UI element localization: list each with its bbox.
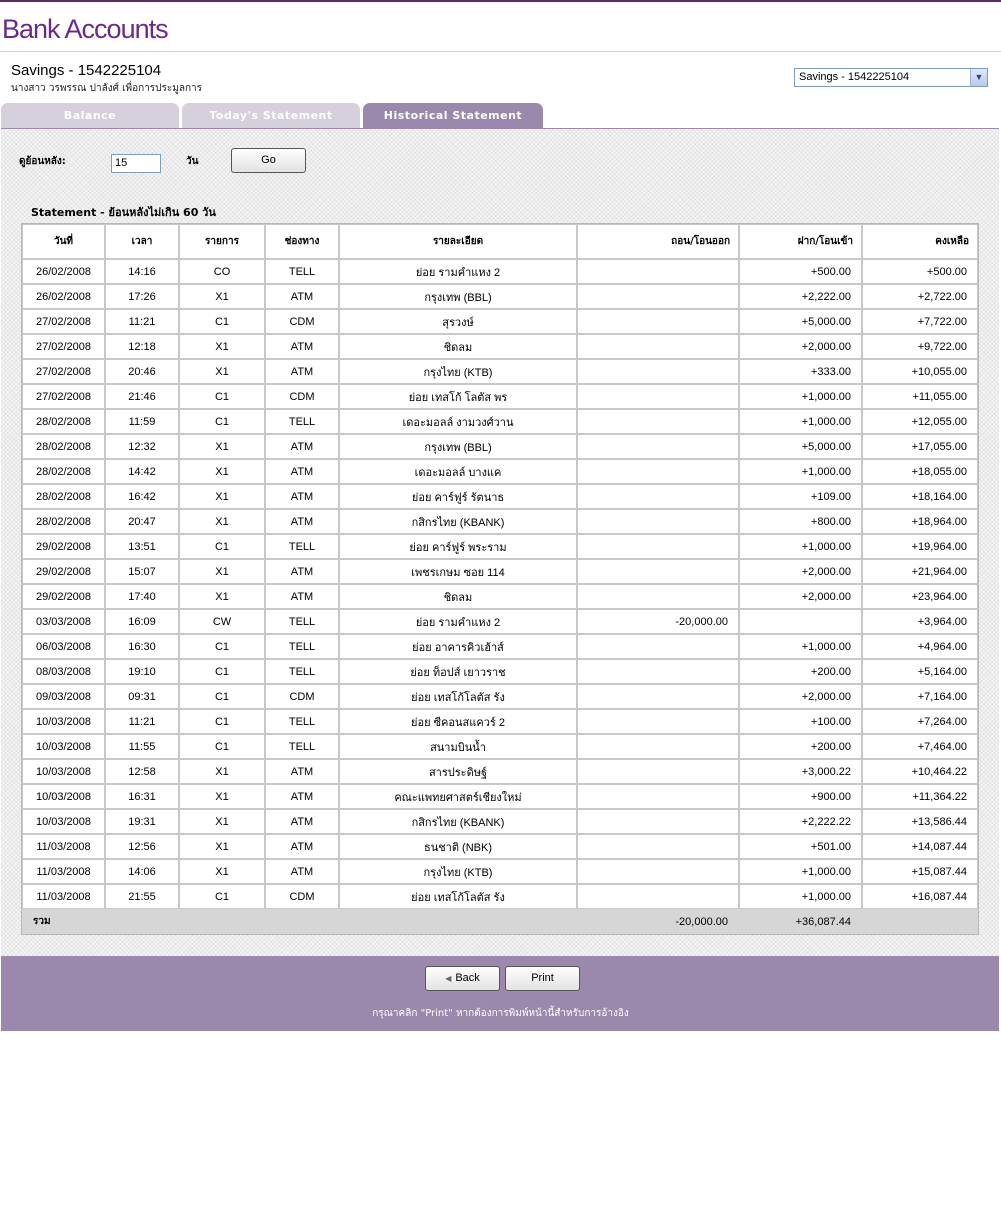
cell-date: 06/03/2008 xyxy=(22,634,105,659)
cell-type: X1 xyxy=(179,459,265,484)
cell-time: 11:21 xyxy=(105,309,179,334)
cell-type: C1 xyxy=(179,534,265,559)
cell-deposit: +1,000.00 xyxy=(739,534,862,559)
cell-channel: ATM xyxy=(265,434,339,459)
cell-date: 09/03/2008 xyxy=(22,684,105,709)
cell-channel: TELL xyxy=(265,409,339,434)
cell-date: 28/02/2008 xyxy=(22,434,105,459)
cell-time: 11:59 xyxy=(105,409,179,434)
cell-deposit: +2,000.00 xyxy=(739,559,862,584)
col-type: รายการ xyxy=(179,224,265,259)
total-withdraw: -20,000.00 xyxy=(577,909,739,934)
cell-deposit: +1,000.00 xyxy=(739,884,862,909)
account-name: Savings - 1542225104 xyxy=(11,62,162,79)
cell-detail: ชิดลม xyxy=(339,584,577,609)
print-button[interactable]: Print xyxy=(505,966,580,991)
cell-withdraw xyxy=(577,784,739,809)
cell-channel: ATM xyxy=(265,859,339,884)
cell-date: 27/02/2008 xyxy=(22,384,105,409)
cell-balance: +7,164.00 xyxy=(862,684,978,709)
table-row xyxy=(22,659,978,684)
table-row xyxy=(22,759,978,784)
cell-withdraw xyxy=(577,684,739,709)
cell-type: X1 xyxy=(179,834,265,859)
cell-balance: +10,464.22 xyxy=(862,759,978,784)
cell-date: 11/03/2008 xyxy=(22,834,105,859)
cell-type: C1 xyxy=(179,709,265,734)
cell-deposit: +501.00 xyxy=(739,834,862,859)
cell-withdraw xyxy=(577,759,739,784)
table-row xyxy=(22,609,978,634)
cell-time: 14:06 xyxy=(105,859,179,884)
cell-type: X1 xyxy=(179,584,265,609)
total-row xyxy=(22,909,978,934)
table-row xyxy=(22,359,978,384)
cell-channel: ATM xyxy=(265,509,339,534)
cell-balance: +12,055.00 xyxy=(862,409,978,434)
cell-type: C1 xyxy=(179,884,265,909)
table-row xyxy=(22,834,978,859)
cell-time: 13:51 xyxy=(105,534,179,559)
cell-date: 10/03/2008 xyxy=(22,709,105,734)
cell-detail: กรุงไทย (KTB) xyxy=(339,859,577,884)
top-border xyxy=(0,0,1001,2)
cell-balance: +11,364.22 xyxy=(862,784,978,809)
table-row xyxy=(22,809,978,834)
table-row xyxy=(22,284,978,309)
cell-detail: สนามบินน้ำ xyxy=(339,734,577,759)
cell-time: 16:30 xyxy=(105,634,179,659)
cell-time: 16:09 xyxy=(105,609,179,634)
cell-withdraw xyxy=(577,834,739,859)
cell-time: 17:26 xyxy=(105,284,179,309)
table-row xyxy=(22,484,978,509)
table-row xyxy=(22,309,978,334)
cell-channel: CDM xyxy=(265,309,339,334)
cell-date: 26/02/2008 xyxy=(22,284,105,309)
cell-detail: ย่อย คาร์ฟูร์ พระราม xyxy=(339,534,577,559)
cell-withdraw xyxy=(577,259,739,284)
cell-type: C1 xyxy=(179,309,265,334)
cell-withdraw xyxy=(577,509,739,534)
cell-time: 12:32 xyxy=(105,434,179,459)
statement-rows xyxy=(22,259,978,909)
cell-withdraw xyxy=(577,434,739,459)
cell-balance: +9,722.00 xyxy=(862,334,978,359)
cell-time: 20:47 xyxy=(105,509,179,534)
cell-balance: +13,586.44 xyxy=(862,809,978,834)
cell-deposit: +500.00 xyxy=(739,259,862,284)
cell-deposit: +2,000.00 xyxy=(739,334,862,359)
table-row xyxy=(22,884,978,909)
cell-date: 28/02/2008 xyxy=(22,484,105,509)
print-note: กรุณาคลิก "Print" หากต้องการพิมพ์หน้านี้สำหรับการอ้างอิง xyxy=(372,1008,629,1019)
total-balance xyxy=(862,909,978,934)
cell-deposit: +1,000.00 xyxy=(739,409,862,434)
cell-deposit xyxy=(739,609,862,634)
account-owner: นางสาว วรพรรณ ปาลังศ์ เพื่อการประมูลการ xyxy=(11,83,203,94)
cell-withdraw xyxy=(577,309,739,334)
cell-withdraw xyxy=(577,409,739,434)
cell-detail: สารประดิษฐ์ xyxy=(339,759,577,784)
cell-balance: +21,964.00 xyxy=(862,559,978,584)
page-title: Bank Accounts xyxy=(2,14,168,44)
cell-detail: ชิดลม xyxy=(339,334,577,359)
cell-type: X1 xyxy=(179,509,265,534)
cell-balance: +7,464.00 xyxy=(862,734,978,759)
cell-balance: +17,055.00 xyxy=(862,434,978,459)
cell-withdraw xyxy=(577,884,739,909)
cell-time: 19:10 xyxy=(105,659,179,684)
statement-caption: Statement - ย้อนหลังไม่เกิน 60 วัน xyxy=(31,206,216,219)
statement-table xyxy=(21,223,979,935)
cell-deposit: +2,222.22 xyxy=(739,809,862,834)
cell-withdraw xyxy=(577,484,739,509)
cell-time: 14:42 xyxy=(105,459,179,484)
cell-withdraw xyxy=(577,734,739,759)
cell-channel: ATM xyxy=(265,809,339,834)
filter-label: ดูย้อนหลัง: xyxy=(19,156,66,167)
cell-channel: TELL xyxy=(265,709,339,734)
cell-type: CO xyxy=(179,259,265,284)
cell-detail: ย่อย รามคำแหง 2 xyxy=(339,259,577,284)
cell-type: CW xyxy=(179,609,265,634)
col-detail: รายละเอียด xyxy=(339,224,577,259)
cell-type: X1 xyxy=(179,484,265,509)
cell-deposit: +200.00 xyxy=(739,659,862,684)
col-time: เวลา xyxy=(105,224,179,259)
col-balance: คงเหลือ xyxy=(862,224,978,259)
cell-deposit: +900.00 xyxy=(739,784,862,809)
cell-withdraw xyxy=(577,809,739,834)
cell-balance: +2,722.00 xyxy=(862,284,978,309)
cell-channel: ATM xyxy=(265,834,339,859)
cell-detail: ย่อย รามคำแหง 2 xyxy=(339,609,577,634)
cell-type: C1 xyxy=(179,684,265,709)
cell-withdraw xyxy=(577,709,739,734)
cell-date: 27/02/2008 xyxy=(22,334,105,359)
table-header-row xyxy=(22,224,978,259)
statement-tabs xyxy=(0,103,1001,128)
table-row xyxy=(22,434,978,459)
cell-withdraw xyxy=(577,634,739,659)
cell-channel: TELL xyxy=(265,259,339,284)
cell-balance: +19,964.00 xyxy=(862,534,978,559)
cell-channel: TELL xyxy=(265,659,339,684)
cell-channel: TELL xyxy=(265,634,339,659)
cell-type: C1 xyxy=(179,634,265,659)
cell-channel: ATM xyxy=(265,459,339,484)
cell-type: X1 xyxy=(179,359,265,384)
cell-deposit: +333.00 xyxy=(739,359,862,384)
table-row xyxy=(22,259,978,284)
cell-type: C1 xyxy=(179,659,265,684)
cell-detail: ย่อย ซีคอนสแควร์ 2 xyxy=(339,709,577,734)
cell-deposit: +1,000.00 xyxy=(739,384,862,409)
tab-todays-statement[interactable]: Today's Statement xyxy=(182,103,360,128)
cell-time: 09:31 xyxy=(105,684,179,709)
cell-detail: คณะแพทยศาสตร์เชียงใหม่ xyxy=(339,784,577,809)
cell-deposit: +2,222.00 xyxy=(739,284,862,309)
cell-channel: ATM xyxy=(265,784,339,809)
cell-balance: +500.00 xyxy=(862,259,978,284)
cell-type: X1 xyxy=(179,334,265,359)
cell-time: 12:58 xyxy=(105,759,179,784)
cell-balance: +7,722.00 xyxy=(862,309,978,334)
col-date: วันที่ xyxy=(22,224,105,259)
cell-withdraw xyxy=(577,384,739,409)
cell-balance: +7,264.00 xyxy=(862,709,978,734)
cell-type: X1 xyxy=(179,859,265,884)
col-channel: ช่องทาง xyxy=(265,224,339,259)
table-row xyxy=(22,734,978,759)
cell-channel: CDM xyxy=(265,884,339,909)
cell-type: C1 xyxy=(179,734,265,759)
cell-date: 10/03/2008 xyxy=(22,784,105,809)
cell-date: 29/02/2008 xyxy=(22,559,105,584)
col-deposit: ฝาก/โอนเข้า xyxy=(739,224,862,259)
cell-deposit: +3,000.22 xyxy=(739,759,862,784)
table-row xyxy=(22,684,978,709)
cell-channel: ATM xyxy=(265,484,339,509)
cell-time: 14:16 xyxy=(105,259,179,284)
cell-time: 20:46 xyxy=(105,359,179,384)
cell-balance: +18,964.00 xyxy=(862,509,978,534)
cell-withdraw xyxy=(577,359,739,384)
total-deposit: +36,087.44 xyxy=(739,909,862,934)
cell-channel: ATM xyxy=(265,334,339,359)
cell-balance: +18,164.00 xyxy=(862,484,978,509)
cell-time: 16:42 xyxy=(105,484,179,509)
cell-detail: ย่อย ท็อปส์ เยาวราช xyxy=(339,659,577,684)
total-label: รวม xyxy=(22,909,577,934)
cell-time: 21:55 xyxy=(105,884,179,909)
days-input[interactable]: 15 xyxy=(111,154,161,173)
table-row xyxy=(22,459,978,484)
cell-date: 08/03/2008 xyxy=(22,659,105,684)
cell-type: X1 xyxy=(179,284,265,309)
table-row xyxy=(22,334,978,359)
cell-channel: ATM xyxy=(265,559,339,584)
chevron-down-icon[interactable]: ▼ xyxy=(970,69,987,86)
cell-withdraw xyxy=(577,859,739,884)
cell-balance: +16,087.44 xyxy=(862,884,978,909)
cell-date: 28/02/2008 xyxy=(22,509,105,534)
table-row xyxy=(22,709,978,734)
cell-type: X1 xyxy=(179,784,265,809)
cell-type: C1 xyxy=(179,384,265,409)
cell-channel: TELL xyxy=(265,734,339,759)
table-row xyxy=(22,634,978,659)
cell-deposit: +1,000.00 xyxy=(739,859,862,884)
cell-channel: CDM xyxy=(265,684,339,709)
cell-date: 10/03/2008 xyxy=(22,759,105,784)
cell-detail: กรุงเทพ (BBL) xyxy=(339,284,577,309)
cell-date: 11/03/2008 xyxy=(22,859,105,884)
cell-type: X1 xyxy=(179,759,265,784)
tab-balance[interactable]: Balance xyxy=(1,103,179,128)
cell-time: 11:55 xyxy=(105,734,179,759)
cell-balance: +5,164.00 xyxy=(862,659,978,684)
cell-deposit: +2,000.00 xyxy=(739,584,862,609)
go-button[interactable]: Go xyxy=(231,148,306,173)
cell-date: 29/02/2008 xyxy=(22,584,105,609)
cell-channel: TELL xyxy=(265,609,339,634)
cell-deposit: +2,000.00 xyxy=(739,684,862,709)
cell-date: 03/03/2008 xyxy=(22,609,105,634)
cell-date: 29/02/2008 xyxy=(22,534,105,559)
cell-detail: ย่อย เทสโก้ โลตัส พร xyxy=(339,384,577,409)
tab-historical-statement[interactable]: Historical Statement xyxy=(363,103,543,128)
cell-deposit: +109.00 xyxy=(739,484,862,509)
cell-detail: กสิกรไทย (KBANK) xyxy=(339,509,577,534)
cell-withdraw xyxy=(577,534,739,559)
cell-date: 11/03/2008 xyxy=(22,884,105,909)
cell-balance: +11,055.00 xyxy=(862,384,978,409)
cell-withdraw xyxy=(577,459,739,484)
cell-time: 17:40 xyxy=(105,584,179,609)
table-row xyxy=(22,559,978,584)
cell-detail: เดอะมอลล์ งามวงศ์วาน xyxy=(339,409,577,434)
cell-deposit: +200.00 xyxy=(739,734,862,759)
cell-time: 12:56 xyxy=(105,834,179,859)
cell-deposit: +5,000.00 xyxy=(739,309,862,334)
cell-time: 11:21 xyxy=(105,709,179,734)
cell-time: 21:46 xyxy=(105,384,179,409)
cell-deposit: +1,000.00 xyxy=(739,459,862,484)
cell-withdraw xyxy=(577,559,739,584)
cell-detail: ย่อย อาคารคิวเฮ้าส์ xyxy=(339,634,577,659)
cell-detail: เดอะมอลล์ บางแค xyxy=(339,459,577,484)
cell-date: 26/02/2008 xyxy=(22,259,105,284)
cell-deposit: +800.00 xyxy=(739,509,862,534)
cell-type: X1 xyxy=(179,809,265,834)
cell-balance: +3,964.00 xyxy=(862,609,978,634)
cell-detail: สุรวงษ์ xyxy=(339,309,577,334)
cell-channel: ATM xyxy=(265,284,339,309)
col-withdraw: ถอน/โอนออก xyxy=(577,224,739,259)
cell-withdraw: -20,000.00 xyxy=(577,609,739,634)
cell-time: 19:31 xyxy=(105,809,179,834)
cell-balance: +4,964.00 xyxy=(862,634,978,659)
cell-detail: ย่อย คาร์ฟูร์ รัตนาธ xyxy=(339,484,577,509)
cell-detail: เพชรเกษม ซอย 114 xyxy=(339,559,577,584)
table-row xyxy=(22,534,978,559)
cell-withdraw xyxy=(577,334,739,359)
cell-detail: ธนชาติ (NBK) xyxy=(339,834,577,859)
filter-unit: วัน xyxy=(186,156,199,167)
cell-balance: +23,964.00 xyxy=(862,584,978,609)
cell-detail: กรุงไทย (KTB) xyxy=(339,359,577,384)
account-select[interactable] xyxy=(794,68,988,87)
cell-withdraw xyxy=(577,659,739,684)
cell-detail: ย่อย เทสโก้โลตัส รัง xyxy=(339,884,577,909)
cell-withdraw xyxy=(577,284,739,309)
back-label: Back xyxy=(455,972,480,984)
back-button[interactable] xyxy=(425,966,500,991)
cell-deposit: +1,000.00 xyxy=(739,634,862,659)
cell-type: X1 xyxy=(179,559,265,584)
cell-channel: ATM xyxy=(265,584,339,609)
table-row xyxy=(22,509,978,534)
table-row xyxy=(22,859,978,884)
account-select-value: Savings - 1542225104 xyxy=(799,71,910,83)
cell-detail: กรุงเทพ (BBL) xyxy=(339,434,577,459)
table-row xyxy=(22,384,978,409)
cell-date: 27/02/2008 xyxy=(22,309,105,334)
cell-detail: กสิกรไทย (KBANK) xyxy=(339,809,577,834)
cell-channel: ATM xyxy=(265,359,339,384)
cell-date: 27/02/2008 xyxy=(22,359,105,384)
cell-date: 10/03/2008 xyxy=(22,809,105,834)
cell-time: 16:31 xyxy=(105,784,179,809)
cell-channel: ATM xyxy=(265,759,339,784)
cell-channel: CDM xyxy=(265,384,339,409)
table-row xyxy=(22,409,978,434)
cell-deposit: +5,000.00 xyxy=(739,434,862,459)
cell-balance: +14,087.44 xyxy=(862,834,978,859)
cell-type: X1 xyxy=(179,434,265,459)
title-divider xyxy=(0,51,1001,52)
cell-balance: +10,055.00 xyxy=(862,359,978,384)
cell-date: 10/03/2008 xyxy=(22,734,105,759)
cell-date: 28/02/2008 xyxy=(22,409,105,434)
cell-date: 28/02/2008 xyxy=(22,459,105,484)
cell-type: C1 xyxy=(179,409,265,434)
cell-detail: ย่อย เทสโก้โลตัส รัง xyxy=(339,684,577,709)
cell-deposit: +100.00 xyxy=(739,709,862,734)
cell-time: 12:18 xyxy=(105,334,179,359)
table-row xyxy=(22,584,978,609)
cell-channel: TELL xyxy=(265,534,339,559)
cell-time: 15:07 xyxy=(105,559,179,584)
cell-withdraw xyxy=(577,584,739,609)
cell-balance: +15,087.44 xyxy=(862,859,978,884)
table-row xyxy=(22,784,978,809)
back-arrow-icon: ◀ xyxy=(445,974,452,983)
cell-balance: +18,055.00 xyxy=(862,459,978,484)
